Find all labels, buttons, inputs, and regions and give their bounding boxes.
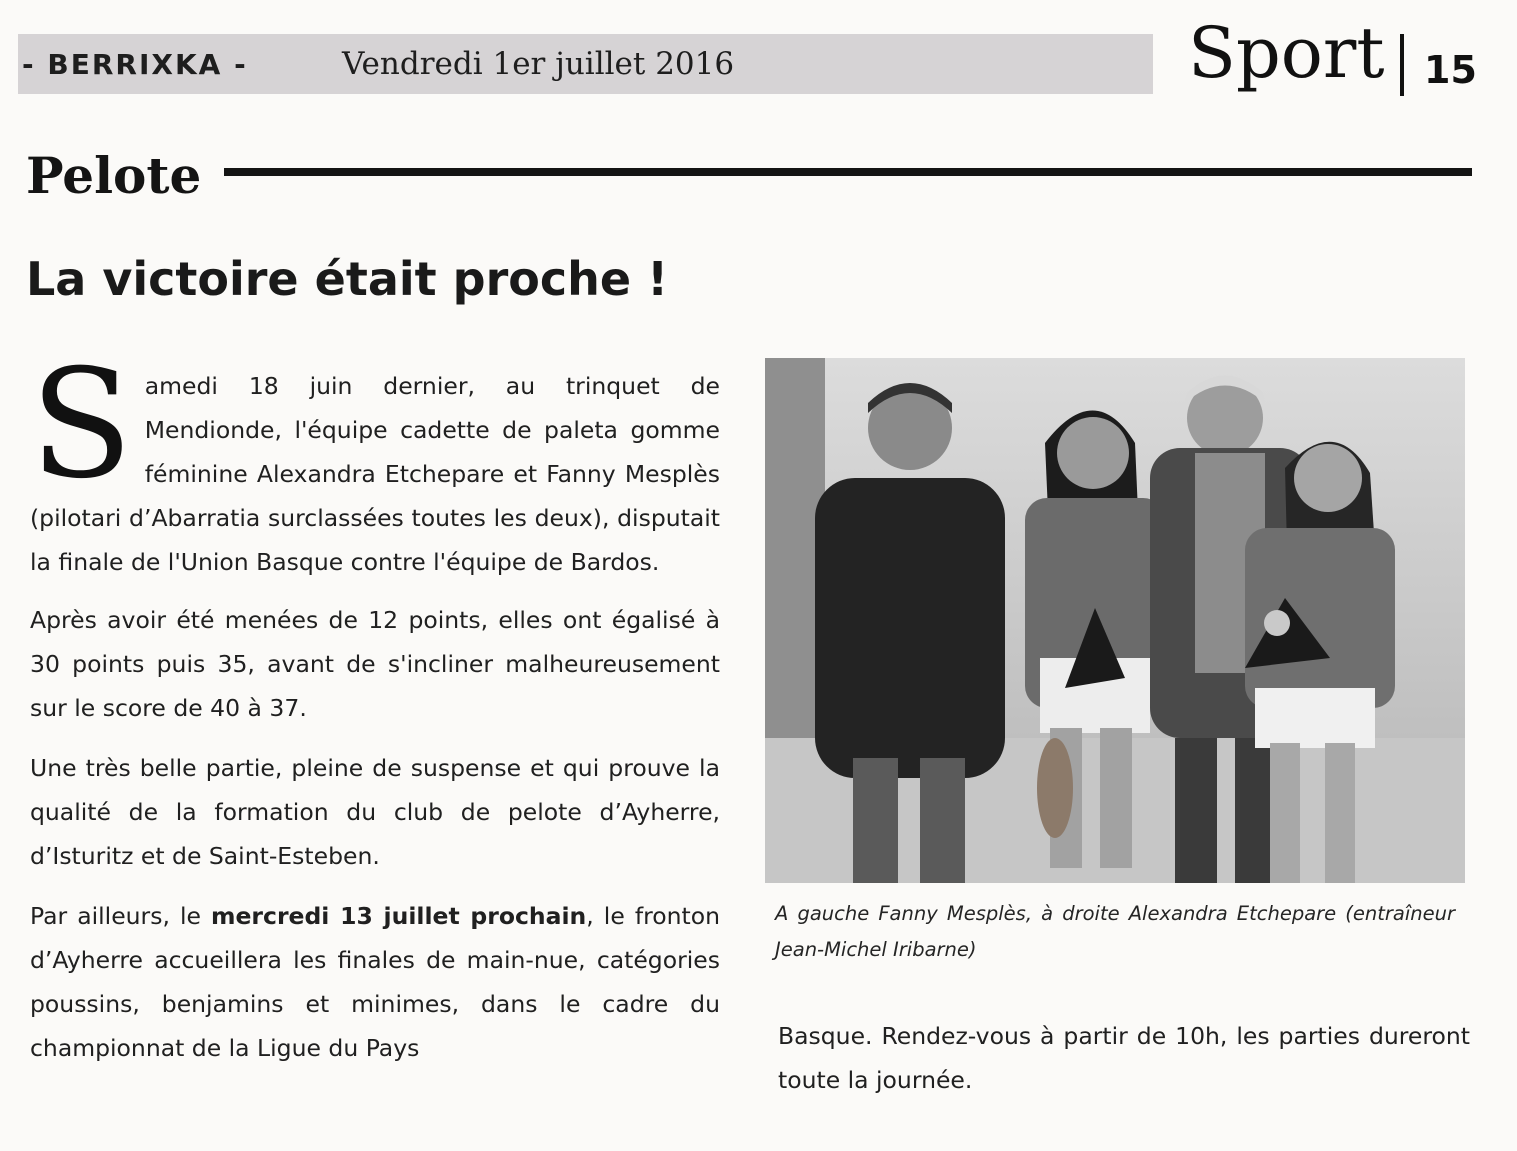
- team-photo-image: [765, 358, 1465, 883]
- event-date: mercredi 13 juillet prochain: [211, 902, 587, 930]
- paragraph-4-start: Par ailleurs, le: [30, 902, 211, 930]
- article-body: [30, 338, 721, 1086]
- issue-date: Vendredi 1er juillet 2016: [342, 46, 735, 82]
- paragraph-2: Après avoir été menées de 12 points, elles ont égalisé à 30 points puis 35, avant de s'incliner malheureusement sur le score de 40 à 37.: [30, 606, 720, 722]
- page-separator: [1400, 34, 1404, 96]
- team-photo: [765, 358, 1465, 883]
- rubric-title: Pelote: [26, 146, 202, 205]
- paragraph-1: [30, 338, 720, 584]
- publication-name: - BERRIXKA -: [22, 48, 248, 81]
- rubric-divider: [224, 168, 1472, 176]
- photo-caption: A gauche Fanny Mesplès, à droite Alexandra Etchepare (entraîneur Jean-Michel Iribarne): [775, 902, 1455, 961]
- article-headline: La victoire était proche !: [26, 252, 669, 306]
- page-number: 15: [1424, 48, 1477, 92]
- drop-cap: S: [30, 338, 133, 512]
- paragraph-4-end: , le fronton d’Ayherre accueillera les finales de main-nue, catégories poussins, benjamins et minimes, dans le cadre du championnat de la Ligue du Pays: [30, 902, 721, 1062]
- paragraph-3: Une très belle partie, pleine de suspense et qui prouve la qualité de la formation du club de pelote d’Ayherre, d’Isturitz et de Saint-Esteben.: [30, 754, 720, 870]
- paragraph-4: [30, 894, 720, 1070]
- paragraph-1-text: amedi 18 juin dernier, au trinquet de Mendionde, l'équipe cadette de paleta gomme féminine Alexandra Etchepare et Fanny Mesplès (pilotari d’Abarratia surclassées toutes les deux), disputait la finale de l'Union Basque contre l'équipe de Bardos.: [30, 372, 720, 576]
- article-continuation: Basque. Rendez-vous à partir de 10h, les parties dureront toute la journée.: [778, 1022, 1470, 1094]
- section-title: Sport: [1188, 12, 1385, 94]
